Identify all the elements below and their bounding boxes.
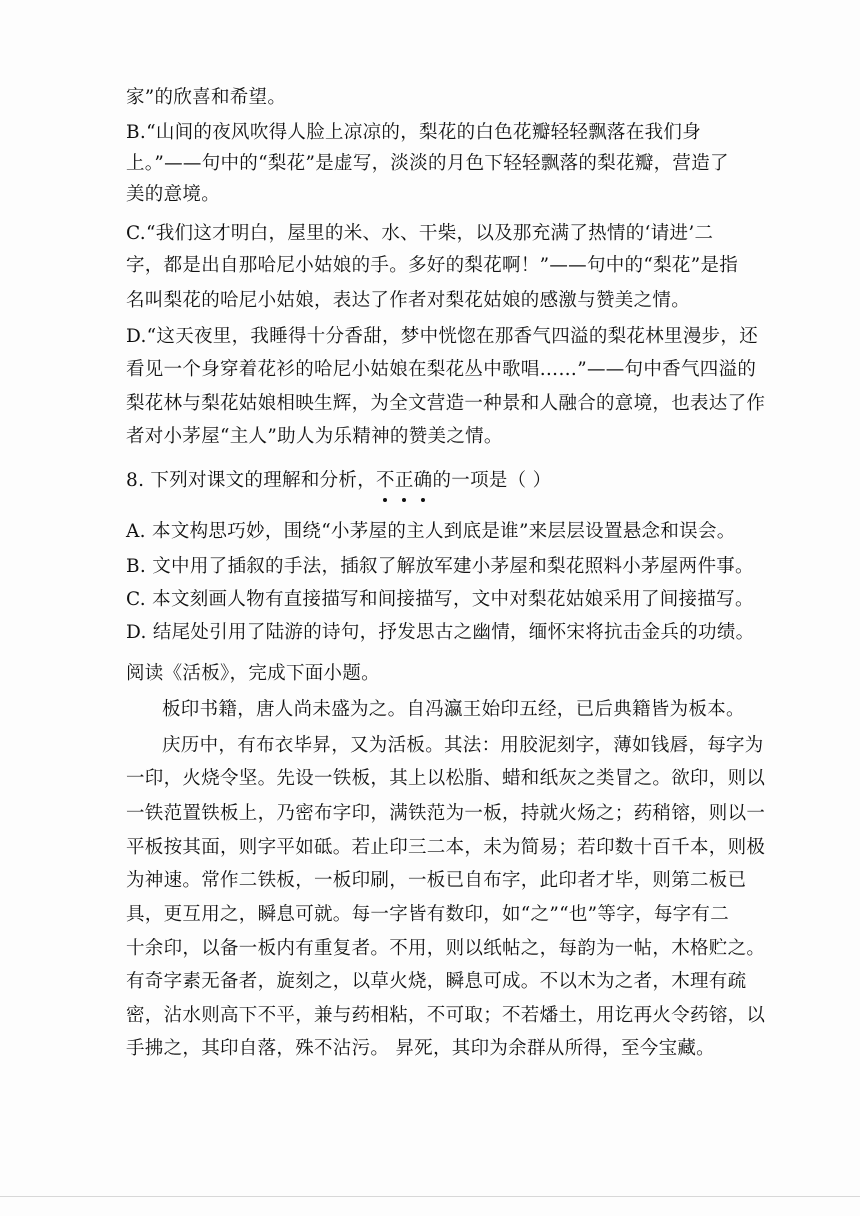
passage-p2-line-1: 庆历中，有布衣毕昇，又为活板。其法：用胶泥刻字，薄如钱唇，每字为: [162, 735, 764, 756]
question-8-option-c: C. 本文刻画人物有直接描写和间接描写，文中对梨花姑娘采用了间接描写。: [126, 589, 754, 610]
passage-p2-line-3: 一铁范置铁板上，乃密布字印，满铁范为一板，持就火炀之；药稍镕，则以一: [126, 803, 766, 824]
option-c-line-1: C.“我们这才明白，屋里的米、水、干柴，以及那充满了热情的‘请进’二: [126, 223, 714, 244]
passage-p2-line-5: 为神速。常作二铁板，一板印刷，一板已自布字，此印者才毕，则第二板已: [126, 870, 747, 891]
option-b-line-3: 美的意境。: [126, 184, 221, 205]
reading-instruction: 阅读《活板》，完成下面小题。: [126, 663, 380, 684]
option-c-line-2: 字，都是出自那哈尼小姑娘的手。多好的梨花啊！”——句中的“梨花”是指: [126, 255, 739, 276]
question-8-option-d: D. 结尾处引用了陆游的诗句，抒发思古之幽情，缅怀宋将抗击金兵的功绩。: [126, 622, 755, 643]
emphasis-char: 正: [395, 469, 414, 493]
emphasis-char: 不: [376, 469, 395, 493]
passage-p2-line-7: 十余印，以备一板内有重复者。不用，则以纸帖之，每韵为一帖，木格贮之。: [126, 938, 766, 959]
passage-p2-line-8: 有奇字素无备者，旋刻之，以草火烧，瞬息可成。不以木为之者，木理有疏: [126, 971, 747, 992]
question-8-stem-suffix: 的一项是（ ）: [432, 470, 552, 491]
passage-paragraph-1: 板印书籍，唐人尚未盛为之。自冯瀛王始印五经，已后典籍皆为板本。: [162, 699, 745, 720]
option-d-line-4: 者对小茅屋“主人”助人为乐精神的赞美之情。: [126, 426, 503, 447]
question-8-stem-prefix: 8. 下列对课文的理解和分析，: [126, 470, 377, 491]
option-b-line-2: 上。”——句中的“梨花”是虚写，淡淡的月色下轻轻飘落的梨花瓣，营造了: [126, 153, 729, 174]
passage-p2-line-9: 密，沾水则高下不平，兼与药相粘，不可取；不若燔土，用讫再火令药镕，以: [126, 1005, 766, 1026]
question-8-option-a: A. 本文构思巧妙，围绕“小茅屋的主人到底是谁”来层层设置悬念和误会。: [126, 521, 736, 542]
page-edge-divider: [0, 1196, 860, 1197]
emphasis-char: 确: [414, 469, 433, 493]
option-d-line-1: D.“这天夜里，我睡得十分香甜，梦中恍惚在那香气四溢的梨花林里漫步，还: [126, 326, 759, 347]
question-8-option-b: B. 文中用了插叙的手法，插叙了解放军建小茅屋和梨花照料小茅屋两件事。: [126, 556, 754, 577]
passage-p2-line-4: 平板按其面，则字平如砥。若止印三二本，未为简易；若印数十百千本，则极: [126, 837, 766, 858]
passage-p2-line-10: 手拂之，其印自落，殊不沾污。 昇死，其印为余群从所得，至今宝藏。: [126, 1038, 715, 1059]
emphasis-dot: [402, 498, 406, 502]
option-b-line-1: B.“山间的夜风吹得人脸上凉凉的，梨花的白色花瓣轻轻飘落在我们身: [126, 122, 702, 143]
emphasis-dot: [383, 498, 387, 502]
passage-p2-line-2: 一印，火烧令坚。先设一铁板，其上以松脂、蜡和纸灰之类冒之。欲印，则以: [126, 768, 766, 789]
emphasis-dot: [421, 498, 425, 502]
question-8-stem: [126, 469, 551, 493]
passage-p2-line-6: 具，更互用之，瞬息可就。每一字皆有数印，如“之”“也”等字，每字有二: [126, 904, 730, 925]
option-d-line-3: 梨花林与梨花姑娘相映生辉，为全文营造一种景和人融合的意境，也表达了作: [126, 393, 766, 414]
option-c-line-3: 名叫梨花的哈尼小姑娘，表达了作者对梨花姑娘的感激与赞美之情。: [126, 290, 691, 311]
option-a-tail: 家”的欣喜和希望。: [126, 87, 287, 108]
option-d-line-2: 看见一个身穿着花衫的哈尼小姑娘在梨花丛中歌唱……”——句中香气四溢的: [126, 359, 757, 380]
